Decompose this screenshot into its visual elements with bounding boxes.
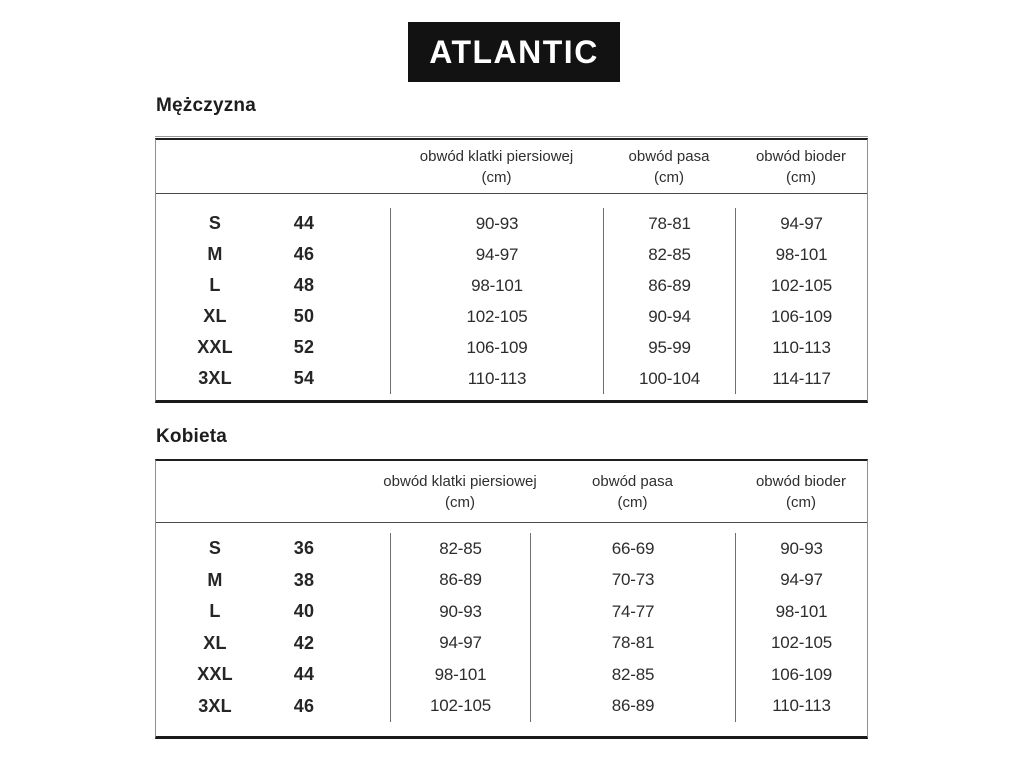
chest-value: 106-109 [390,332,603,363]
size-letter: M [207,244,223,264]
size-letter: 3XL [198,368,232,388]
hips-value: 98-101 [735,239,867,270]
header-waist [603,140,735,193]
men-size-table [155,138,868,403]
header-hips-label: obwód bioder [755,147,847,165]
header-chest-label: obwód klatki piersiowej [383,472,537,490]
waist-value: 74-77 [530,596,735,628]
size-number: 38 [293,569,315,590]
header-chest-unit: (cm) [445,493,475,511]
table-row [156,628,867,660]
size-number: 40 [293,601,315,622]
header-chest [383,461,537,522]
size-number: 36 [293,538,315,559]
header-waist-label: obwód pasa [628,147,710,165]
chest-value: 110-113 [390,363,603,394]
header-hips-label: obwód bioder [755,472,847,490]
header-empty-cell [156,140,390,193]
size-letter: L [209,275,221,295]
atlantic-logo: ATLANTIC [408,22,620,82]
spacer-cell [334,301,390,332]
header-hips-unit: (cm) [786,168,816,186]
size-letter: 3XL [198,695,232,716]
men-table-top-rule [155,136,868,137]
waist-value: 86-89 [603,270,735,301]
size-letter: XL [203,306,227,326]
size-letter: XXL [197,664,233,685]
header-hips-unit: (cm) [786,493,816,511]
chest-value: 98-101 [390,659,530,691]
header-waist-unit: (cm) [654,168,684,186]
size-number: 42 [293,632,315,653]
men-table-header-row [156,140,867,194]
table-row [156,208,867,239]
hips-value: 110-113 [735,691,867,723]
waist-value: 100-104 [603,363,735,394]
size-letter: S [208,538,222,559]
waist-value: 95-99 [603,332,735,363]
size-number: 50 [293,306,315,326]
size-letter: XXL [197,337,233,357]
size-number: 48 [293,275,315,295]
size-number: 52 [293,337,315,357]
table-row [156,363,867,394]
spacer-cell [334,565,390,597]
spacer-cell [334,596,390,628]
table-row [156,270,867,301]
header-waist [530,461,735,522]
hips-value: 94-97 [735,565,867,597]
chest-value: 90-93 [390,208,603,239]
size-number: 44 [293,213,315,233]
header-hips [735,461,867,522]
men-section-title: Mężczyzna [156,95,257,116]
size-number: 46 [293,695,315,716]
hips-value: 106-109 [735,301,867,332]
size-letter: L [209,601,221,622]
hips-value: 102-105 [735,628,867,660]
header-waist-label: obwód pasa [592,472,673,490]
chest-value: 82-85 [390,533,530,565]
hips-value: 90-93 [735,533,867,565]
hips-value: 114-117 [735,363,867,394]
waist-value: 82-85 [603,239,735,270]
spacer-cell [334,659,390,691]
waist-value: 70-73 [530,565,735,597]
waist-value: 86-89 [530,691,735,723]
waist-value: 66-69 [530,533,735,565]
table-row [156,239,867,270]
header-empty-cell [156,461,390,522]
spacer-cell [334,628,390,660]
waist-value: 78-81 [603,208,735,239]
waist-value: 78-81 [530,628,735,660]
women-section-title: Kobieta [156,426,228,447]
waist-value: 90-94 [603,301,735,332]
women-table-body [156,523,867,722]
chest-value: 86-89 [390,565,530,597]
size-letter: M [207,569,223,590]
size-letter: XL [203,632,227,653]
header-chest-label: obwód klatki piersiowej [419,147,574,165]
women-table-header-row [156,461,867,523]
table-row [156,332,867,363]
hips-value: 110-113 [735,332,867,363]
spacer-cell [334,208,390,239]
chest-value: 102-105 [390,301,603,332]
chest-value: 90-93 [390,596,530,628]
spacer-cell [334,363,390,394]
table-row [156,301,867,332]
spacer-cell [334,332,390,363]
table-row [156,565,867,597]
size-letter: S [208,213,222,233]
waist-value: 82-85 [530,659,735,691]
hips-value: 106-109 [735,659,867,691]
table-row [156,596,867,628]
spacer-cell [334,239,390,270]
size-number: 54 [293,368,315,388]
spacer-cell [334,691,390,723]
table-row [156,533,867,565]
table-row [156,691,867,723]
hips-value: 94-97 [735,208,867,239]
women-size-table [155,459,868,739]
header-hips [735,140,867,193]
chest-value: 98-101 [390,270,603,301]
hips-value: 102-105 [735,270,867,301]
chest-value: 94-97 [390,239,603,270]
hips-value: 98-101 [735,596,867,628]
spacer-cell [334,533,390,565]
header-chest-unit: (cm) [481,168,512,186]
spacer-cell [334,270,390,301]
size-number: 46 [293,244,315,264]
chest-value: 102-105 [390,691,530,723]
men-table-body [156,194,867,394]
header-chest [390,140,603,193]
table-row [156,659,867,691]
chest-value: 94-97 [390,628,530,660]
header-waist-unit: (cm) [617,493,648,511]
size-number: 44 [293,664,315,685]
